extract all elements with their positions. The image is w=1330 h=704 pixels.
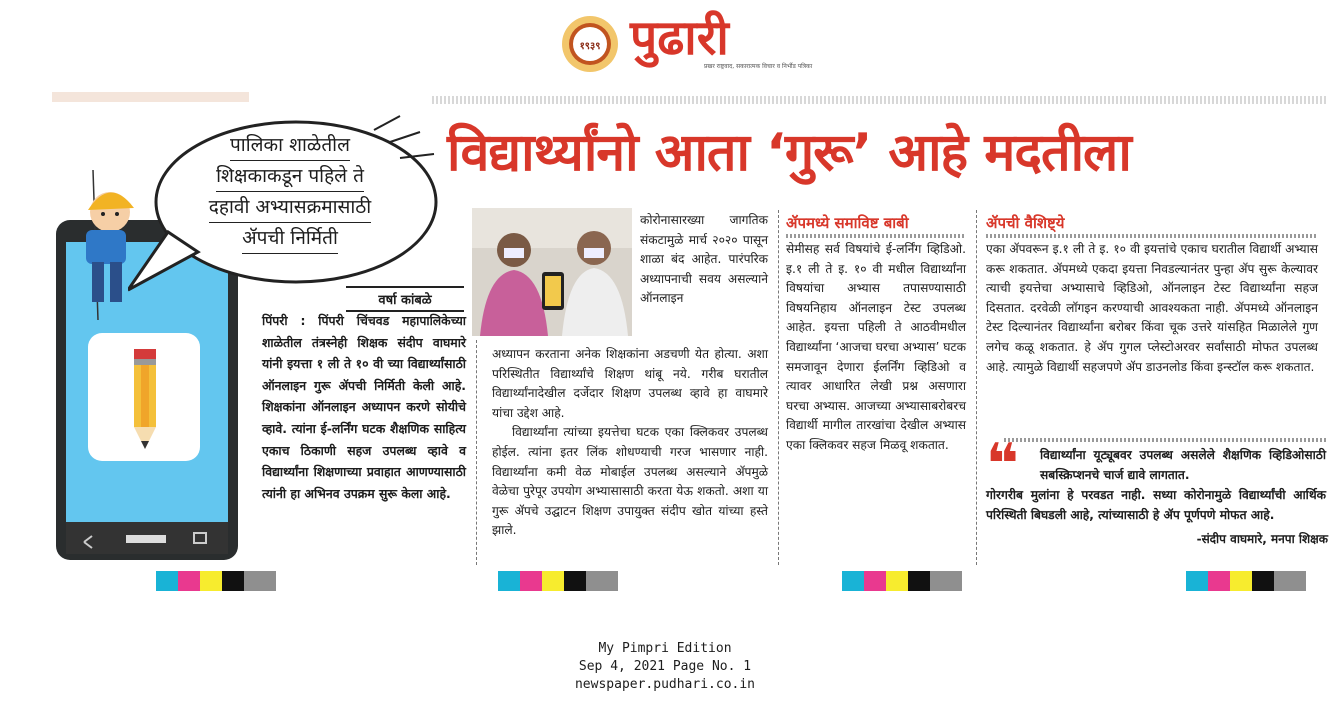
pencil-app-icon (88, 333, 200, 461)
color-registration-bar (156, 571, 276, 591)
masthead-tagline: प्रखर राष्ट्रवाद, सकारात्मक विचार व निर्भीड पत्रिका (704, 63, 813, 70)
bubble-line-4: ॲपची निर्मिती (242, 223, 338, 254)
column-separator (778, 210, 779, 565)
page-footer (0, 640, 1330, 694)
bubble-line-3: दहावी अभ्यासक्रमासाठी (209, 192, 371, 223)
column2-body: सेमीसह सर्व विषयांचे ई-लर्निंग व्हिडिओ. इ.१ ली ते इ. १० वी मधील विद्यार्थ्यांना विषयांचा अभ्यास तपासण्यासाठी विषयनिहाय ऑनलाइन टेस्ट उपलब्ध आहेत. इयत्ता पहिली ते आठवीमधील विद्यार्थ्यांना ‘आजचा घरचा अभ्यास’ घटक समजावून देणारा ईलर्निंग व्हिडिओ व त्यावर आधारित लेखी प्रश्न असणारा घरचा अभ्यास. आजच्या अभ्यासाबरोबरच विद्यार्थी मागील तारखांचा देखील अभ्यास एका क्लिकवर सहज मिळवू शकतात. (786, 242, 966, 452)
column1-paragraph-2: विद्यार्थ्यांना त्यांच्या इयत्तेचा घटक एका क्लिकवर उपलब्ध होईल. त्यांना इतर लिंक शोधण्याची गरज भासणार नाही. विद्यार्थ्यांना कमी वेळ मोबाईल उपलब्ध असल्याने ॲपमुळे वेळेचा पुरेपूर उपयोग अभ्यासासाठी करता येऊ शकतो. अशा या गुरू ॲपचे उद्घाटन शिक्षण उपायुक्त संदीप खोत यांच्या हस्ते झाले. (492, 425, 768, 538)
color-registration-bar (1186, 571, 1306, 591)
footer-edition: My Pimpri Edition (598, 641, 732, 656)
section-rule (786, 234, 966, 238)
article-headline: विद्यार्थ्यांनो आता ‘गुरू’ आहे मदतीला (447, 123, 1131, 183)
pudhari-emblem-logo (560, 14, 620, 74)
column3-body: एका ॲपवरून इ.१ ली ते इ. १० वी इयत्तांचे एकाच घरातील विद्यार्थी अभ्यास करू शकतात. ॲपमध्ये एकदा इयत्ता निवडल्यानंतर पुन्हा ॲप सुरू केल्यावर त्याची इयत्तेचा अभ्यासाचे व्हिडिओ, ऑनलाइन टेस्ट विद्यार्थ्यांना सहज दिसतात. दरवेळी लॉगइन करण्याची आवश्यकता नाही. ॲपमध्ये ऑनलाइन टेस्ट दिल्यानंतर विद्यार्थ्यांना बरोबर किंवा चूक उत्तरे यांसहित मिळालेले गुण लगेच कळू शकतात. हे ॲप गुगल प्लेस्टोअरवर सर्वांसाठी मोफत उपलब्ध आहे. त्यामुळे विद्यार्थी सहजपणे ॲप डाउनलोड किंवा इन्स्टॉल करू शकतात. (986, 242, 1318, 374)
ruled-strip-right (432, 96, 1328, 104)
teachers-photo (472, 208, 632, 336)
intro-paragraph: पिंपरी : पिंपरी चिंचवड महापालिकेच्या शाळेतील तंत्रस्नेही शिक्षक संदीप वाघमारे यांनी इयत्ता १ ली ते १० वी च्या विद्यार्थ्यांसाठी ऑनलाइन गुरू ॲपची निर्मिती केली आहे. शिक्षकांना ऑनलाइन अध्यापन करणे सोयीचे व्हावे. त्यांना ई-लर्निंग घटक शैक्षणिक साहित्य एकाच ठिकाणी सहज उपलब्ध व्हावे व विद्यार्थ्यांना शिक्षणाच्या प्रवाहात आणण्यासाठी त्यांनी हा अभिनव उपक्रम सुरू केला आहे. (262, 313, 466, 501)
section-heading-app-features-included: ॲपमध्ये समाविष्ट बाबी (786, 214, 909, 232)
masthead-paper-name: पुढारी (630, 10, 729, 66)
column1-paragraph-1: अध्यापन करताना अनेक शिक्षकांना अडचणी येत होत्या. अशा परिस्थितीत विद्यार्थ्यांचे शिक्षण थांबू नये. गरीब घरातील विद्यार्थ्यांनादेखील दर्जेदार शिक्षण उपलब्ध व्हावे हा वाघमारे यांचा उद्देश आहे. (492, 347, 768, 420)
byline: वर्षा कांबळे (346, 286, 464, 312)
pull-quote-head: विद्यार्थ्यांना यूट्यूबवर उपलब्ध असलेले शैक्षणिक व्हिडिओसाठी सबस्क्रिप्शनचे चार्ज द्यावे लागतात. (1040, 448, 1326, 482)
quote-rule (1004, 438, 1326, 442)
pull-quote-author: -संदीप वाघमारे, मनपा शिक्षक (1196, 532, 1328, 546)
phone-nav-bar (66, 522, 228, 554)
bubble-line-1: पालिका शाळेतील (230, 130, 350, 161)
bubble-line-2: शिक्षकाकडून पहिले ते (216, 161, 364, 192)
footer-date-page: Sep 4, 2021 Page No. 1 (578, 659, 752, 674)
footer-site-link[interactable]: newspaper.pudhari.co.in (574, 677, 755, 692)
color-registration-bar (498, 571, 618, 591)
quote-mark-icon: ❝ (986, 432, 1019, 497)
pull-quote-body: गोरगरीब मुलांना हे परवडत नाही. सध्या कोरोनामुळे विद्यार्थ्यांची आर्थिक परिस्थिती बिघडली आहे, त्यांच्यासाठी हे ॲप पूर्णपणे मोफत आहे. (986, 488, 1326, 522)
emblem-year: १९३९ (579, 41, 601, 52)
section-heading-app-highlights: ॲपची वैशिष्ट्ये (986, 214, 1065, 232)
color-registration-bar (842, 571, 962, 591)
speech-bubble-text (180, 130, 400, 254)
column-separator (476, 340, 477, 565)
section-rule (986, 234, 1316, 238)
column1-opening-text: कोरोनासारख्या जागतिक संकटामुळे मार्च २०२० पासून शाळा बंद आहेत. पारंपरिक अध्यापनाची सवय असल्याने ऑनलाइन (640, 213, 768, 306)
column1-body (492, 345, 768, 541)
column-separator (976, 210, 977, 565)
ruled-strip-left (52, 92, 249, 102)
